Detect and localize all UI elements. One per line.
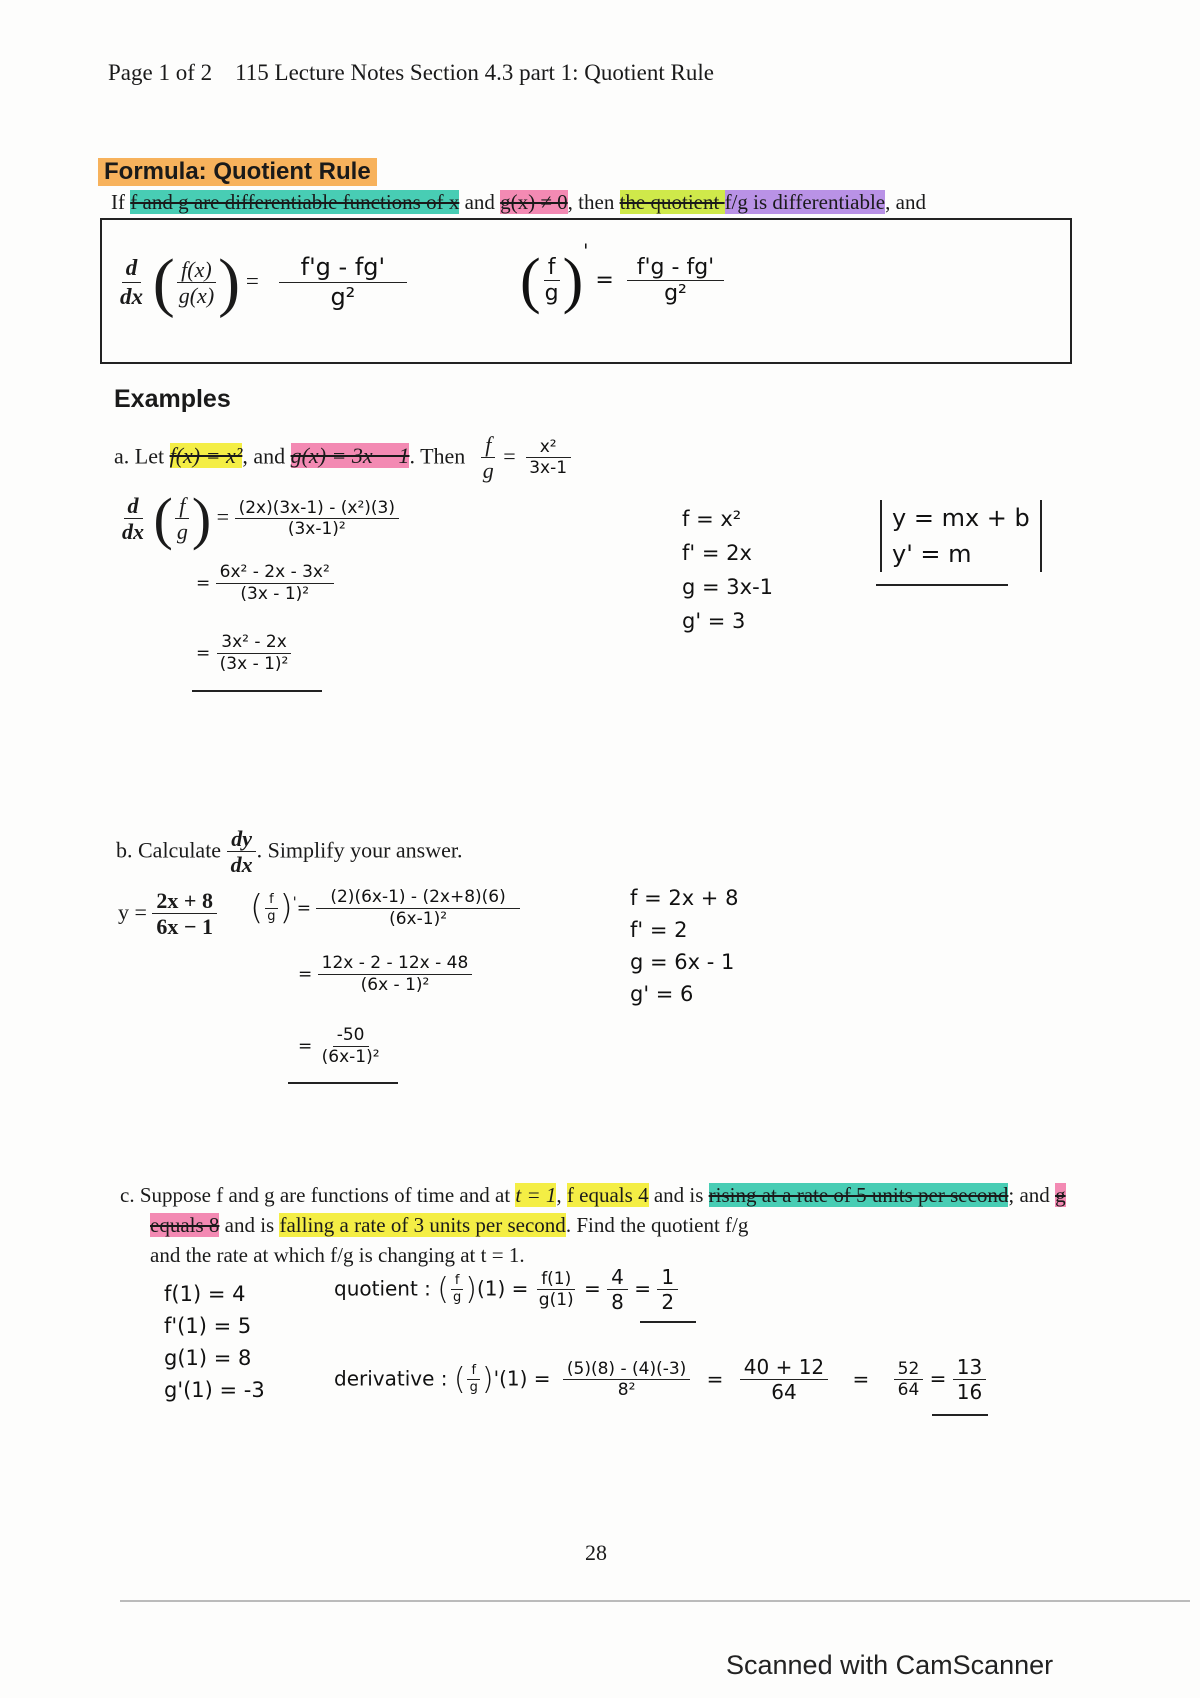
alt-formula <box>520 240 724 315</box>
b-side-f: f = 2x + 8 <box>630 886 739 910</box>
c-d-frac4 <box>953 1356 986 1404</box>
b-side-g: g = 6x - 1 <box>630 950 735 974</box>
text-then-a: . Then <box>409 443 466 469</box>
c-derivative-underline <box>932 1414 988 1416</box>
b-side-fprime: f' = 2 <box>630 918 688 942</box>
b-y-den: 6x − 1 <box>156 914 213 940</box>
a-paren-close: ) <box>191 486 212 551</box>
c-q-frac1 <box>535 1270 578 1311</box>
a-side-g: g = 3x-1 <box>682 575 774 599</box>
b-step2-den: (6x - 1)² <box>360 974 430 995</box>
example-b-step2 <box>298 954 472 995</box>
example-a-statement <box>114 432 571 485</box>
c-gprime1: g'(1) = -3 <box>164 1378 265 1402</box>
alt-paren-open: ( <box>520 247 541 315</box>
c-d-frac3 <box>894 1360 924 1401</box>
c-q-eq1: = <box>584 1276 601 1301</box>
c-q-frac3 <box>657 1266 678 1314</box>
c-q-8: 8 <box>611 1290 624 1314</box>
c-p3: and is <box>648 1183 709 1207</box>
example-b-statement <box>116 826 463 879</box>
a-side-gprime: g' = 3 <box>682 609 746 633</box>
b-step2-num: 12x - 2 - 12x - 48 <box>318 954 473 975</box>
a-g: g <box>482 458 494 484</box>
formula-box <box>100 218 1072 364</box>
highlight-differentiable: f/g is differentiable <box>724 190 886 214</box>
c-p5: and is <box>219 1213 280 1237</box>
a-eq2: = <box>196 573 211 594</box>
b-answer-underline <box>288 1082 398 1084</box>
b-y-frac <box>152 888 217 941</box>
a-step1-num: (2x)(3x-1) - (x²)(3) <box>235 499 399 520</box>
c-d-fg <box>466 1364 482 1396</box>
b-fg <box>263 893 279 925</box>
c-q-1: 1 <box>657 1266 678 1290</box>
b-instructions: . Simplify your answer. <box>256 837 463 863</box>
c-quotient-label: quotient : <box>334 1276 438 1301</box>
rule-rhs <box>279 254 407 311</box>
c-values <box>164 1278 265 1406</box>
highlight-f-equals-4: f equals 4 <box>566 1183 649 1207</box>
c-g1: g(1) = 8 <box>164 1346 252 1370</box>
a-f-over-g-d <box>173 493 192 546</box>
c-q-g: g <box>453 1290 462 1306</box>
highlight-rising: rising at a rate of 5 units per second <box>708 1183 1009 1207</box>
b-side-work <box>630 882 738 1010</box>
note-line2: y' = m <box>892 540 972 568</box>
c-d-eq1: = <box>706 1366 724 1391</box>
c-d-eq3: = <box>929 1366 947 1391</box>
highlight-g-def: g(x) = 3x − 1 <box>290 443 410 469</box>
a-f: f <box>481 432 495 458</box>
formula-statement <box>111 190 926 215</box>
f-over-g <box>175 257 218 310</box>
c-d-num4: 13 <box>953 1356 986 1380</box>
c-d-frac1 <box>563 1360 690 1401</box>
b-side-gprime: g' = 6 <box>630 982 694 1006</box>
c-d-num2: 40 + 12 <box>740 1356 828 1380</box>
alt-rhs-den: g² <box>664 280 687 306</box>
b-paren-close: ) <box>279 888 293 929</box>
b-step1-den: (6x-1)² <box>389 908 448 929</box>
c-derivative-label: derivative : <box>334 1366 454 1391</box>
b-y-num: 2x + 8 <box>152 888 217 914</box>
example-b-step1 <box>250 888 520 929</box>
c-d-den2: 64 <box>771 1380 797 1404</box>
example-b-step3 <box>298 1026 384 1067</box>
c-q-eq2: = <box>634 1276 652 1301</box>
a-step3-num: 3x² - 2x <box>217 633 291 654</box>
a-d: d <box>124 493 143 519</box>
text-if: If <box>111 190 131 214</box>
text-end: , and <box>885 190 926 214</box>
c-q-f: f <box>451 1274 464 1290</box>
fx-num: f(x) <box>177 257 216 283</box>
b-y: y = <box>118 899 147 925</box>
text-and: and <box>459 190 501 214</box>
note-underline <box>876 584 1008 586</box>
footer-divider <box>120 1600 1190 1602</box>
highlight-g-nonzero: g(x) ≠ 0 <box>500 190 568 214</box>
a-df: f <box>175 493 189 519</box>
c-fprime1: f'(1) = 5 <box>164 1314 252 1338</box>
a-side-fprime: f' = 2x <box>682 541 752 565</box>
c-f1: f(1) = 4 <box>164 1282 246 1306</box>
c-d-paren-close: ) <box>481 1362 494 1397</box>
example-c-label: c. Suppose <box>120 1183 217 1207</box>
c-d-num3: 52 <box>894 1360 924 1381</box>
a-step1-den: (3x-1)² <box>287 519 346 540</box>
linear-derivative-note <box>880 500 1042 572</box>
a-answer-underline <box>192 690 322 692</box>
d-dx-operator <box>116 255 147 310</box>
a-eq1: = <box>216 504 230 530</box>
example-b-label: b. Calculate <box>116 837 227 863</box>
alt-f: f <box>544 255 560 281</box>
c-q-2: 2 <box>661 1290 675 1314</box>
a-equals: = <box>503 443 516 469</box>
b-eq2: = <box>298 964 313 985</box>
c-p1: f and g are functions of time and at <box>216 1183 516 1207</box>
a-step2-den: (3x - 1)² <box>240 583 310 604</box>
c-d-arg: '(1) = <box>493 1366 551 1391</box>
alt-paren-close: ) <box>562 247 584 315</box>
highlight-falling: falling a rate of 3 units per second <box>279 1213 566 1237</box>
c-derivative <box>334 1356 986 1404</box>
example-a-label: a. Let <box>114 443 170 469</box>
c-d-f: f <box>467 1364 480 1380</box>
b-step2 <box>318 954 473 995</box>
c-d-g: g <box>469 1380 478 1396</box>
b-step3 <box>318 1026 384 1067</box>
alt-rhs-num: f'g - fg' <box>627 255 724 281</box>
scanner-watermark: Scanned with CamScanner <box>726 1650 1054 1680</box>
c-q-fg <box>449 1274 465 1306</box>
a-paren-open: ( <box>153 486 173 551</box>
a-dg: g <box>176 518 188 544</box>
d-num: d <box>122 255 142 282</box>
gx-den: g(x) <box>178 282 215 308</box>
a-step2-num: 6x² - 2x - 3x² <box>216 563 334 584</box>
quotient-rule-formula <box>116 246 407 319</box>
b-paren-open: ( <box>250 888 264 929</box>
b-step1-num: (2)(6x-1) - (2x+8)(6) <box>316 888 519 909</box>
highlight-g-equals-8: g equals 8 <box>150 1183 1066 1237</box>
formula-title: Formula: Quotient Rule <box>98 158 377 186</box>
page-header <box>108 60 714 86</box>
paren-close: ) <box>218 246 241 319</box>
c-quotient-underline <box>640 1321 696 1323</box>
c-d-den1: 8² <box>617 1380 636 1401</box>
c-d-den4: 16 <box>956 1380 983 1404</box>
b-eq1: = <box>296 898 311 919</box>
paren-open: ( <box>152 246 175 319</box>
a-d-dx <box>118 493 148 546</box>
example-a-derivative <box>118 486 399 551</box>
c-d-num1: (5)(8) - (4)(-3) <box>563 1360 690 1381</box>
b-f: f <box>265 893 278 909</box>
c-quotient <box>334 1266 678 1314</box>
a-step3 <box>216 633 293 674</box>
b-step3-den: (6x-1)² <box>321 1046 380 1067</box>
c-p4: ; and <box>1008 1183 1056 1207</box>
alt-f-over-g <box>541 255 563 308</box>
rhs-numerator: f'g - fg' <box>279 254 407 283</box>
examples-heading: Examples <box>114 385 231 413</box>
dx-den: dx <box>120 283 143 309</box>
b-prime: ' <box>292 894 297 911</box>
highlight-quotient: the quotient <box>619 190 725 214</box>
page-indicator: Page 1 of 2 <box>108 60 213 85</box>
highlight-t1: t = 1 <box>515 1183 557 1207</box>
a-quotient <box>525 438 571 479</box>
a-step3-den: (3x - 1)² <box>219 653 289 674</box>
a-h-num: x² <box>526 438 571 459</box>
b-dx: dx <box>230 852 253 878</box>
a-eq3: = <box>196 643 211 664</box>
a-h-den: 3x-1 <box>529 458 568 479</box>
b-step3-num: -50 <box>333 1026 369 1047</box>
c-line3: and the rate at which f/g is changing at t = 1. <box>150 1243 525 1267</box>
page-title: 115 Lecture Notes Section 4.3 part 1: Quotient Rule <box>235 60 714 85</box>
a-step2 <box>216 563 334 604</box>
example-a-step2 <box>196 563 334 604</box>
text-then: , then <box>567 190 620 214</box>
example-c-statement <box>120 1180 1080 1270</box>
c-d-frac2 <box>740 1356 828 1404</box>
a-dx: dx <box>122 518 144 544</box>
c-d-paren-open: ( <box>453 1362 466 1397</box>
alt-equals: = <box>595 268 614 293</box>
c-q-4: 4 <box>607 1266 628 1290</box>
example-a-step3 <box>196 633 292 674</box>
c-p6: . Find the quotient f/g <box>565 1213 749 1237</box>
equals: = <box>245 268 259 294</box>
b-dy-dx <box>227 826 257 879</box>
c-q-frac2 <box>607 1266 628 1314</box>
c-q-paren-close: ) <box>465 1272 477 1307</box>
highlight-f-def: f(x) = x² <box>169 443 243 469</box>
b-g: g <box>267 908 276 924</box>
c-q-f1: f(1) <box>537 1270 575 1291</box>
c-d-den3: 64 <box>897 1380 920 1401</box>
b-dy: dy <box>227 826 256 852</box>
c-q-g1: g(1) <box>538 1290 574 1311</box>
example-b-function <box>118 888 217 941</box>
rhs-denominator: g² <box>330 282 356 311</box>
b-step1 <box>316 888 519 929</box>
note-line1: y = mx + b <box>892 504 1030 532</box>
a-side-work <box>682 502 773 638</box>
f-over-g-a <box>479 432 498 485</box>
alt-rhs <box>627 255 724 308</box>
a-side-f: f = x² <box>682 507 742 531</box>
c-line1-2 <box>120 1180 1080 1240</box>
c-p2: , <box>556 1183 567 1207</box>
text-and-a: , and <box>242 443 291 469</box>
alt-g: g <box>544 280 559 306</box>
highlight-f-and-g: f and g are differentiable functions of x <box>130 190 460 214</box>
b-eq3: = <box>298 1036 313 1057</box>
c-q-arg: (1) = <box>476 1276 529 1301</box>
c-q-paren-open: ( <box>437 1272 449 1307</box>
page-number: 28 <box>585 1540 607 1565</box>
c-d-eq2: = <box>852 1366 870 1391</box>
alt-prime: ' <box>583 240 589 262</box>
a-step1 <box>235 499 399 540</box>
